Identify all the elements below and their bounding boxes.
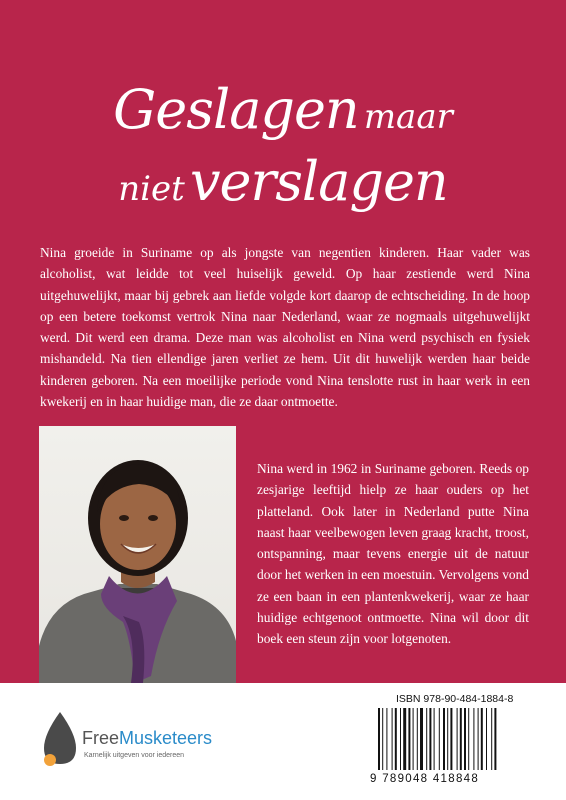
author-bio-paragraph: Nina werd in 1962 in Suriname geboren. Reeds op zesjarige leeftijd hielp ze haar ouders op het platteland. Ook later in Nederland putte Nina naast haar veelbewogen leven graag kracht, troost, ontspanning, maar tevens energie uit de natuur door het werken in een moestuin. Vervolgens vond ze een baan in een plantenkwekerij, waar ze haar huidige echtgenoot ontmoette. Nina wil door dit boek een steun zijn voor lotgenoten. — [257, 461, 529, 647]
publisher-drop-icon — [38, 708, 82, 778]
publisher-name-free: Free — [82, 728, 120, 748]
isbn-label: ISBN 978-90-484-1884-8 — [396, 693, 514, 705]
intro-paragraph: Nina groeide in Suriname op als jongste van negentien kinderen. Haar vader was alcoholist, wat leidde tot veel huiselijk geweld. Op haar zestiende werd Nina uitgehuwelijkt, maar bij gebrek aan liefde volgde kort daarop de echtscheiding. In de hoop op een betere toekomst vertrok Nina naar Nederland, waar ze nogmaals uitgehuwelijkt werd. Dit werd een drama. Deze man was alcoholist en Nina werd psychisch en fysiek mishandeld. Na tien ellendige jaren verliet ze hem. Uit dit huwelijk werden haar beide kinderen geboren. Na een moeilijke periode vond Nina tenslotte rust in haar werk in een kwekerij en in haar huidige man, die ze daar ontmoette. — [40, 245, 530, 410]
title-word-geslagen: Geslagen — [113, 78, 359, 141]
publisher-name — [82, 728, 212, 749]
publisher-logo — [38, 708, 213, 778]
title-line-1 — [0, 78, 566, 141]
title-word-niet: niet — [118, 169, 185, 209]
barcode-bars-icon — [378, 708, 538, 772]
title-line-2 — [0, 150, 566, 213]
isbn-digits: 9 789048 418848 — [370, 773, 480, 785]
isbn-barcode — [370, 690, 546, 790]
title-word-maar: maar — [363, 97, 453, 137]
publisher-name-musketeers: Musketeers — [119, 728, 213, 748]
author-portrait-illustration — [39, 426, 236, 683]
author-photo — [39, 426, 236, 683]
publisher-tagline: Karnelijk uitgeven voor iedereen — [84, 752, 185, 759]
title-word-verslagen: verslagen — [189, 150, 448, 213]
